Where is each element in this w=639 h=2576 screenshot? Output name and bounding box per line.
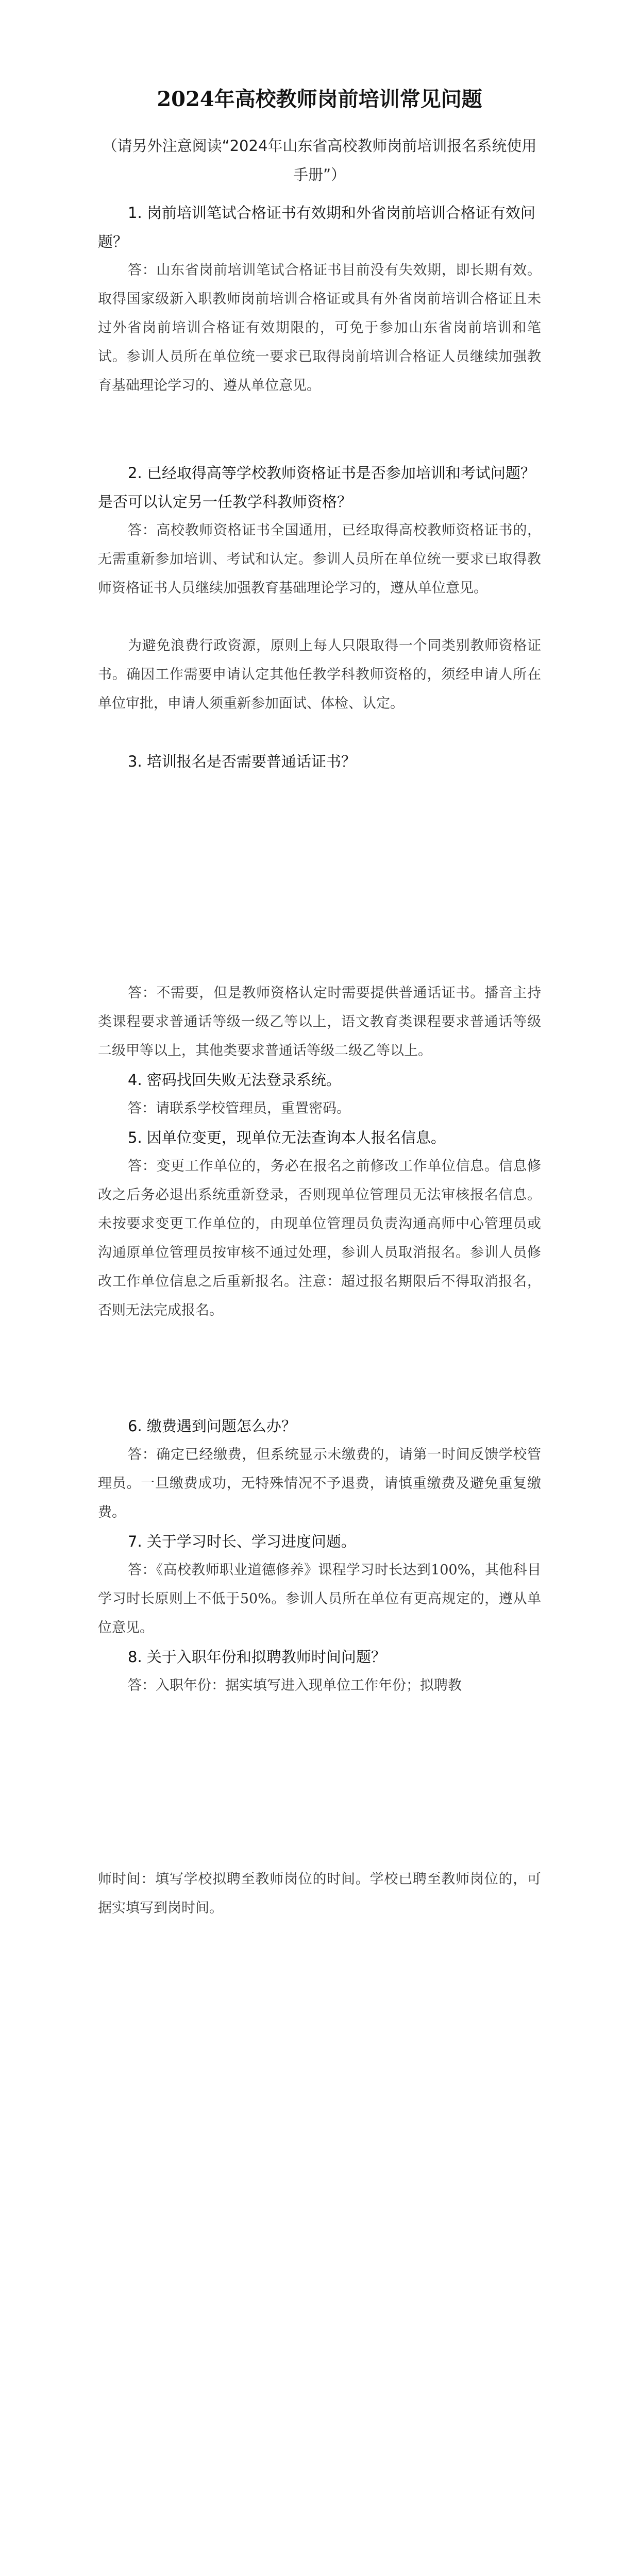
faq-question-6: 6. 缴费遇到问题怎么办？ (128, 1417, 296, 1435)
faq-answer-4: 答：请联系学校管理员，重置密码。 (128, 1100, 350, 1116)
document-subtitle: （请另外注意阅读“2024年山东省高校教师岗前培训报名系统使用手册”） (102, 137, 537, 183)
faq-question-2: 2. 已经取得高等学校教师资格证书是否参加培训和考试问题？是否可以认定另一任教学科教师资格？ (98, 464, 535, 511)
faq-question-4: 4. 密码找回失败无法登录系统。 (128, 1071, 341, 1089)
faq-answer-8-part-2: 师时间：填写学校拟聘至教师岗位的时间。学校已聘至教师岗位的，可据实填写到岗时间。 (98, 1871, 541, 1916)
faq-question-3: 3. 培训报名是否需要普通话证书？ (128, 753, 356, 770)
faq-answer-3: 答：不需要，但是教师资格认定时需要提供普通话证书。播音主持类课程要求普通话等级一级乙等以上，语文教育类课程要求普通话等级二级甲等以上，其他类要求普通话等级二级乙等以上。 (98, 985, 541, 1059)
faq-question-1: 1. 岗前培训笔试合格证书有效期和外省岗前培训合格证有效问题？ (98, 204, 535, 250)
faq-answer-2-part-2: 为避免浪费行政资源，原则上每人只限取得一个同类别教师资格证书。确因工作需要申请认定其他任教学科教师资格的，须经申请人所在单位审批，申请人须重新参加面试、体检、认定。 (98, 638, 541, 711)
faq-answer-2-part-1: 答：高校教师资格证书全国通用，已经取得高校教师资格证书的，无需重新参加培训、考试和认定。参训人员所在单位统一要求已取得教师资格证书人员继续加强教育基础理论学习的，遵从单位意见。 (98, 522, 541, 596)
faq-question-7: 7. 关于学习时长、学习进度问题。 (128, 1533, 356, 1550)
faq-answer-6: 答：确定已经缴费，但系统显示未缴费的，请第一时间反馈学校管理员。一旦缴费成功，无特殊情况不予退费，请慎重缴费及避免重复缴费。 (98, 1447, 541, 1520)
faq-answer-5: 答：变更工作单位的，务必在报名之前修改工作单位信息。信息修改之后务必退出系统重新登录，否则现单位管理员无法审核报名信息。未按要求变更工作单位的，由现单位管理员负责沟通高师中心管理员或沟通原单位管理员按审核不通过处理，参训人员取消报名。参训人员修改工作单位信息之后重新报名。注意：超过报名期限后不得取消报名，否则无法完成报名。 (98, 1158, 541, 1318)
faq-question-5: 5. 因单位变更，现单位无法查询本人报名信息。 (128, 1129, 446, 1146)
document-title: 2024年高校教师岗前培训常见问题 (157, 87, 482, 111)
faq-answer-8-part-1: 答：入职年份：据实填写进入现单位工作年份；拟聘教 (128, 1677, 462, 1693)
faq-answer-1: 答：山东省岗前培训笔试合格证书目前没有失效期，即长期有效。取得国家级新入职教师岗前培训合格证或具有外省岗前培训合格证且未过外省岗前培训合格证有效期限的，可免于参加山东省岗前培训和笔试。参训人员所在单位统一要求已取得岗前培训合格证人员继续加强教育基础理论学习的、遵从单位意见。 (98, 262, 541, 394)
faq-answer-7: 答：《高校教师职业道德修养》课程学习时长达到100%，其他科目学习时长原则上不低于50%。参训人员所在单位有更高规定的，遵从单位意见。 (98, 1562, 541, 1636)
faq-question-8: 8. 关于入职年份和拟聘教师时间问题？ (128, 1648, 386, 1666)
